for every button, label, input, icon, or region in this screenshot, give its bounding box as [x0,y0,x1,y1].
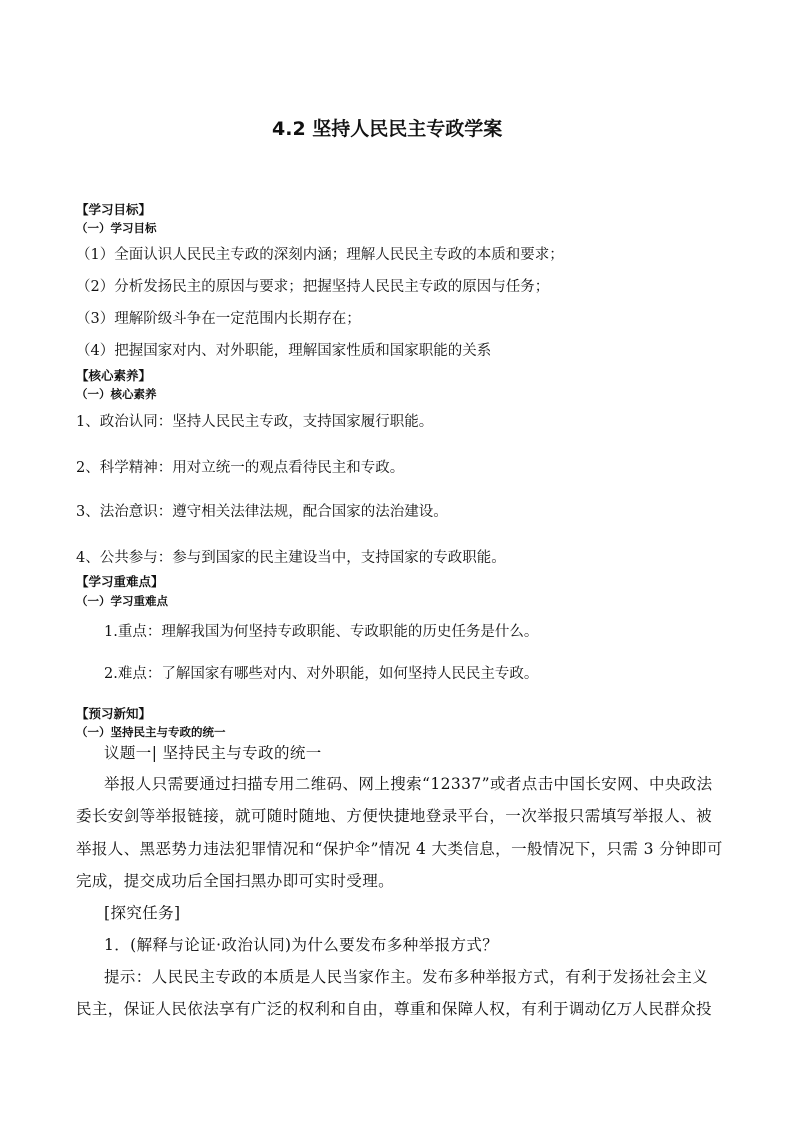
literacy-heading: 【核心素养】 [76,368,152,383]
literacy-subheading: （一）核心素养 [76,387,157,401]
goals-subheading: （一）学习目标 [76,221,157,235]
goal-item: （3）理解阶级斗争在一定范围内长期存在； [76,311,361,327]
keypoint-item: 2.难点：了解国家有哪些对内、对外职能，如何坚持人民民主专政。 [104,666,539,682]
answer-line: 民主，保证人民依法享有广泛的权利和自由，尊重和保障人权，有利于调动亿万人民群众投 [76,1000,713,1018]
question-line: 1．(解释与论证·政治认同)为什么要发布多种举报方式？ [104,936,499,954]
literacy-item: 1、政治认同：坚持人民民主专政，支持国家履行职能。 [76,414,434,430]
goal-item: （1）全面认识人民民主专政的深刻内涵；理解人民民主专政的本质和要求； [76,247,564,263]
literacy-item: 2、科学精神：用对立统一的观点看待民主和专政。 [76,460,405,476]
goal-item: （4）把握国家对内、对外职能，理解国家性质和国家职能的关系 [76,343,492,359]
keypoints-subheading: （一）学习重难点 [76,594,168,608]
keypoints-heading: 【学习重难点】 [76,574,164,589]
paragraph-line: 举报人、黑恶势力违法犯罪情况和“保护伞”情况 4 大类信息，一般情况下，只需 3 分钟即可 [76,840,723,858]
preview-subheading: （一）坚持民主与专政的统一 [76,725,226,739]
goal-item: （2）分析发扬民主的原因与要求；把握坚持人民民主专政的原因与任务； [76,279,550,295]
task-label: [探究任务] [104,904,181,922]
topic-line: 议题一| 坚持民主与专政的统一 [104,744,322,762]
page-title: 4.2 坚持人民民主专政学案 [272,118,503,140]
answer-line: 提示：人民民主专政的本质是人民当家作主。发布多种举报方式，有利于发扬社会主义 [104,968,709,986]
literacy-item: 3、法治意识：遵守相关法律法规，配合国家的法治建设。 [76,504,448,520]
preview-heading: 【预习新知】 [76,706,152,721]
paragraph-line: 完成，提交成功后全国扫黑办即可实时受理。 [76,872,395,890]
paragraph-line: 举报人只需要通过扫描专用二维码、网上搜索“12337”或者点击中国长安网、中央政法 [104,775,713,793]
goals-heading: 【学习目标】 [76,202,152,217]
paragraph-line: 委长安剑等举报链接，就可随时随地、方便快捷地登录平台，一次举报只需填写举报人、被 [76,807,713,825]
literacy-item: 4、公共参与：参与到国家的民主建设当中，支持国家的专政职能。 [76,550,506,566]
keypoint-item: 1.重点：理解我国为何坚持专政职能、专政职能的历史任务是什么。 [104,624,539,640]
